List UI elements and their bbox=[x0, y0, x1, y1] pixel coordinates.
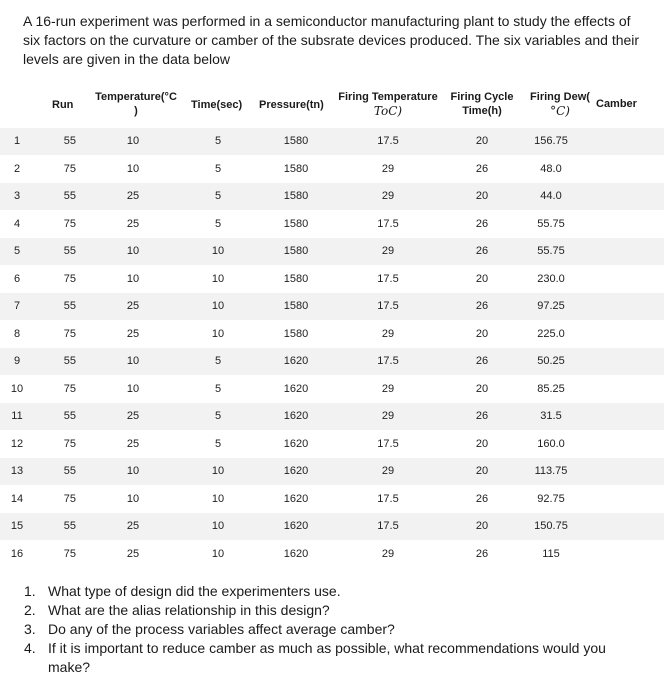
data-table bbox=[0, 88, 664, 568]
table-row bbox=[0, 321, 664, 348]
cell-firing-temperature: 17.5 bbox=[377, 520, 399, 532]
cell-run: 15 bbox=[10, 520, 24, 532]
cell-firing-cycle: 20 bbox=[475, 382, 489, 395]
table-row bbox=[0, 376, 664, 403]
cell-pressure: 1580 bbox=[283, 217, 309, 230]
cell-pressure: 1580 bbox=[283, 300, 309, 312]
cell-temperature-time: 25 bbox=[126, 410, 140, 422]
cell-time-sec: 10 bbox=[211, 492, 225, 505]
header-firing-dew: Firing Dew( °C) bbox=[530, 91, 590, 118]
cell-firing-cycle: 26 bbox=[475, 547, 489, 560]
cell-firing-temperature: 29 bbox=[381, 327, 395, 340]
cell-camber: 31.5 bbox=[540, 410, 562, 422]
cell-time-sec: 5 bbox=[214, 410, 222, 422]
cell-firing-cycle: 20 bbox=[475, 272, 489, 285]
cell-time-sec: 10 bbox=[211, 327, 225, 340]
cell-pressure: 1620 bbox=[283, 382, 309, 395]
cell-firing-temperature: 17.5 bbox=[377, 355, 399, 367]
cell-pressure: 1620 bbox=[283, 492, 309, 505]
cell-firing-temperature: 29 bbox=[381, 465, 395, 477]
cell-pressure: 1580 bbox=[283, 190, 309, 202]
cell-run: 1 bbox=[13, 135, 21, 147]
cell-time-sec: 10 bbox=[211, 465, 225, 477]
table-row bbox=[0, 238, 664, 265]
table-row bbox=[0, 211, 664, 238]
cell-pressure: 1580 bbox=[283, 272, 309, 285]
cell-firing-temperature: 29 bbox=[381, 410, 395, 422]
cell-firing-cycle: 26 bbox=[475, 410, 489, 422]
cell-camber: 50.25 bbox=[537, 355, 565, 367]
cell-run: 6 bbox=[13, 272, 21, 285]
header-run: Run bbox=[52, 99, 74, 111]
cell-run: 3 bbox=[13, 190, 21, 202]
cell-time-sec: 5 bbox=[214, 135, 222, 147]
cell-run: 4 bbox=[13, 217, 21, 230]
cell-temperature: 75 bbox=[63, 437, 76, 450]
cell-temperature: 75 bbox=[63, 162, 76, 175]
cell-pressure: 1580 bbox=[283, 245, 309, 257]
cell-firing-temperature: 17.5 bbox=[377, 217, 399, 230]
cell-camber: 150.75 bbox=[534, 520, 568, 532]
header-camber: Camber bbox=[596, 98, 637, 110]
cell-camber: 115 bbox=[542, 547, 560, 560]
cell-firing-temperature: 17.5 bbox=[377, 492, 399, 505]
cell-time-sec: 10 bbox=[211, 520, 225, 532]
question-item: 4. If it is important to reduce camber as much as possible, what recommendations would you make? bbox=[24, 640, 606, 675]
cell-firing-cycle: 20 bbox=[475, 135, 489, 147]
cell-run: 16 bbox=[10, 547, 24, 560]
cell-temperature-time: 25 bbox=[126, 547, 140, 560]
header-firing-temperature: Firing Temperature ToC) bbox=[338, 91, 438, 118]
cell-pressure: 1580 bbox=[283, 327, 309, 340]
cell-pressure: 1620 bbox=[283, 465, 309, 477]
cell-time-sec: 10 bbox=[211, 272, 225, 285]
cell-temperature: 55 bbox=[63, 465, 76, 477]
table-row bbox=[0, 348, 664, 375]
cell-camber: 92.75 bbox=[537, 492, 565, 505]
cell-temperature: 55 bbox=[63, 410, 76, 422]
cell-camber: 225.0 bbox=[537, 327, 565, 340]
table-row bbox=[0, 486, 664, 513]
cell-time-sec: 10 bbox=[211, 300, 225, 312]
cell-temperature: 75 bbox=[63, 272, 76, 285]
cell-time-sec: 10 bbox=[211, 245, 225, 257]
cell-firing-cycle: 20 bbox=[475, 327, 489, 340]
cell-firing-temperature: 29 bbox=[381, 382, 395, 395]
cell-temperature-time: 25 bbox=[126, 300, 140, 312]
cell-firing-cycle: 26 bbox=[475, 217, 489, 230]
cell-temperature: 55 bbox=[63, 520, 76, 532]
questions-list bbox=[24, 582, 650, 677]
cell-time-sec: 5 bbox=[214, 437, 222, 450]
cell-camber: 113.75 bbox=[534, 465, 568, 477]
table-row bbox=[0, 403, 664, 430]
cell-temperature-time: 10 bbox=[126, 492, 140, 505]
cell-firing-cycle: 20 bbox=[475, 190, 489, 202]
cell-run: 13 bbox=[10, 465, 24, 477]
cell-camber: 230.0 bbox=[537, 272, 565, 285]
cell-camber: 156.75 bbox=[534, 135, 568, 147]
question-item: 2. What are the alias relationship in this design? bbox=[24, 602, 330, 618]
table-row bbox=[0, 156, 664, 183]
cell-firing-temperature: 29 bbox=[381, 547, 395, 560]
cell-temperature: 75 bbox=[63, 382, 76, 395]
cell-firing-cycle: 26 bbox=[475, 355, 489, 367]
cell-time-sec: 5 bbox=[214, 190, 222, 202]
intro-paragraph: A 16-run experiment was performed in a semiconductor manufacturing plant to study the effects of six factors on the curvature or camber of the subsrate devices produced. The six variables and their levels are given in the data below bbox=[23, 13, 640, 67]
table-row bbox=[0, 293, 664, 320]
cell-time-sec: 10 bbox=[211, 547, 225, 560]
cell-pressure: 1620 bbox=[283, 410, 309, 422]
cell-firing-cycle: 26 bbox=[475, 300, 489, 312]
cell-temperature-time: 25 bbox=[126, 520, 140, 532]
cell-firing-cycle: 20 bbox=[475, 465, 489, 477]
cell-temperature: 55 bbox=[63, 300, 76, 312]
cell-time-sec: 5 bbox=[214, 355, 222, 367]
cell-temperature-time: 10 bbox=[126, 465, 140, 477]
cell-firing-cycle: 26 bbox=[475, 245, 489, 257]
cell-temperature-time: 10 bbox=[126, 272, 140, 285]
cell-temperature-time: 10 bbox=[126, 245, 140, 257]
header-firing-cycle: Firing Cycle Time(h) bbox=[450, 91, 514, 117]
cell-camber: 48.0 bbox=[540, 162, 562, 175]
cell-firing-temperature: 17.5 bbox=[377, 300, 399, 312]
cell-run: 5 bbox=[13, 245, 21, 257]
cell-temperature-time: 10 bbox=[126, 135, 140, 147]
cell-firing-cycle: 26 bbox=[475, 492, 489, 505]
cell-temperature: 55 bbox=[63, 245, 76, 257]
cell-temperature-time: 25 bbox=[126, 327, 140, 340]
cell-pressure: 1620 bbox=[283, 437, 309, 450]
cell-time-sec: 5 bbox=[214, 382, 222, 395]
table-row bbox=[0, 513, 664, 540]
cell-firing-temperature: 17.5 bbox=[377, 272, 399, 285]
question-item: 1. What type of design did the experimenters use. bbox=[24, 583, 341, 599]
cell-temperature: 75 bbox=[63, 492, 76, 505]
cell-temperature-time: 10 bbox=[126, 355, 140, 367]
cell-run: 2 bbox=[13, 162, 21, 175]
table-row bbox=[0, 541, 664, 568]
cell-temperature: 55 bbox=[63, 135, 76, 147]
cell-camber: 85.25 bbox=[537, 382, 565, 395]
cell-temperature-time: 25 bbox=[126, 437, 140, 450]
cell-temperature-time: 25 bbox=[126, 190, 140, 202]
cell-run: 14 bbox=[10, 492, 24, 505]
cell-camber: 44.0 bbox=[540, 190, 562, 202]
cell-temperature: 55 bbox=[63, 355, 76, 367]
cell-camber: 160.0 bbox=[537, 437, 565, 450]
cell-pressure: 1580 bbox=[283, 162, 309, 175]
cell-camber: 55.75 bbox=[537, 217, 565, 230]
cell-firing-temperature: 17.5 bbox=[377, 437, 399, 450]
cell-camber: 97.25 bbox=[537, 300, 565, 312]
header-pressure: Pressure(tn) bbox=[259, 99, 324, 111]
cell-time-sec: 5 bbox=[214, 162, 222, 175]
header-time-sec: Time(sec) bbox=[191, 99, 243, 111]
table-row bbox=[0, 431, 664, 458]
question-item: 3. Do any of the process variables affect average camber? bbox=[24, 621, 395, 637]
cell-run: 7 bbox=[13, 300, 21, 312]
cell-firing-cycle: 20 bbox=[475, 437, 489, 450]
cell-firing-temperature: 17.5 bbox=[377, 135, 399, 147]
cell-pressure: 1620 bbox=[283, 355, 309, 367]
cell-temperature: 55 bbox=[63, 190, 76, 202]
table-row bbox=[0, 458, 664, 485]
cell-run: 11 bbox=[11, 410, 23, 422]
cell-firing-cycle: 26 bbox=[475, 162, 489, 175]
cell-pressure: 1620 bbox=[283, 520, 309, 532]
table-row bbox=[0, 266, 664, 293]
cell-firing-temperature: 29 bbox=[381, 162, 395, 175]
cell-firing-temperature: 29 bbox=[381, 190, 395, 202]
cell-pressure: 1580 bbox=[283, 135, 309, 147]
cell-run: 12 bbox=[10, 437, 24, 450]
cell-temperature-time: 10 bbox=[126, 162, 140, 175]
cell-time-sec: 5 bbox=[214, 217, 222, 230]
cell-temperature-time: 10 bbox=[126, 382, 140, 395]
cell-run: 8 bbox=[13, 327, 21, 340]
cell-temperature: 75 bbox=[63, 547, 76, 560]
cell-temperature-time: 25 bbox=[126, 217, 140, 230]
table-row bbox=[0, 183, 664, 210]
cell-pressure: 1620 bbox=[283, 547, 309, 560]
cell-firing-temperature: 29 bbox=[381, 245, 395, 257]
table-row bbox=[0, 128, 664, 155]
cell-run: 9 bbox=[13, 355, 21, 367]
cell-camber: 55.75 bbox=[537, 245, 565, 257]
header-temperature: Temperature(°C ) bbox=[95, 91, 177, 117]
cell-temperature: 75 bbox=[63, 327, 76, 340]
cell-temperature: 75 bbox=[63, 217, 76, 230]
cell-firing-cycle: 20 bbox=[475, 520, 489, 532]
cell-run: 10 bbox=[10, 382, 24, 395]
